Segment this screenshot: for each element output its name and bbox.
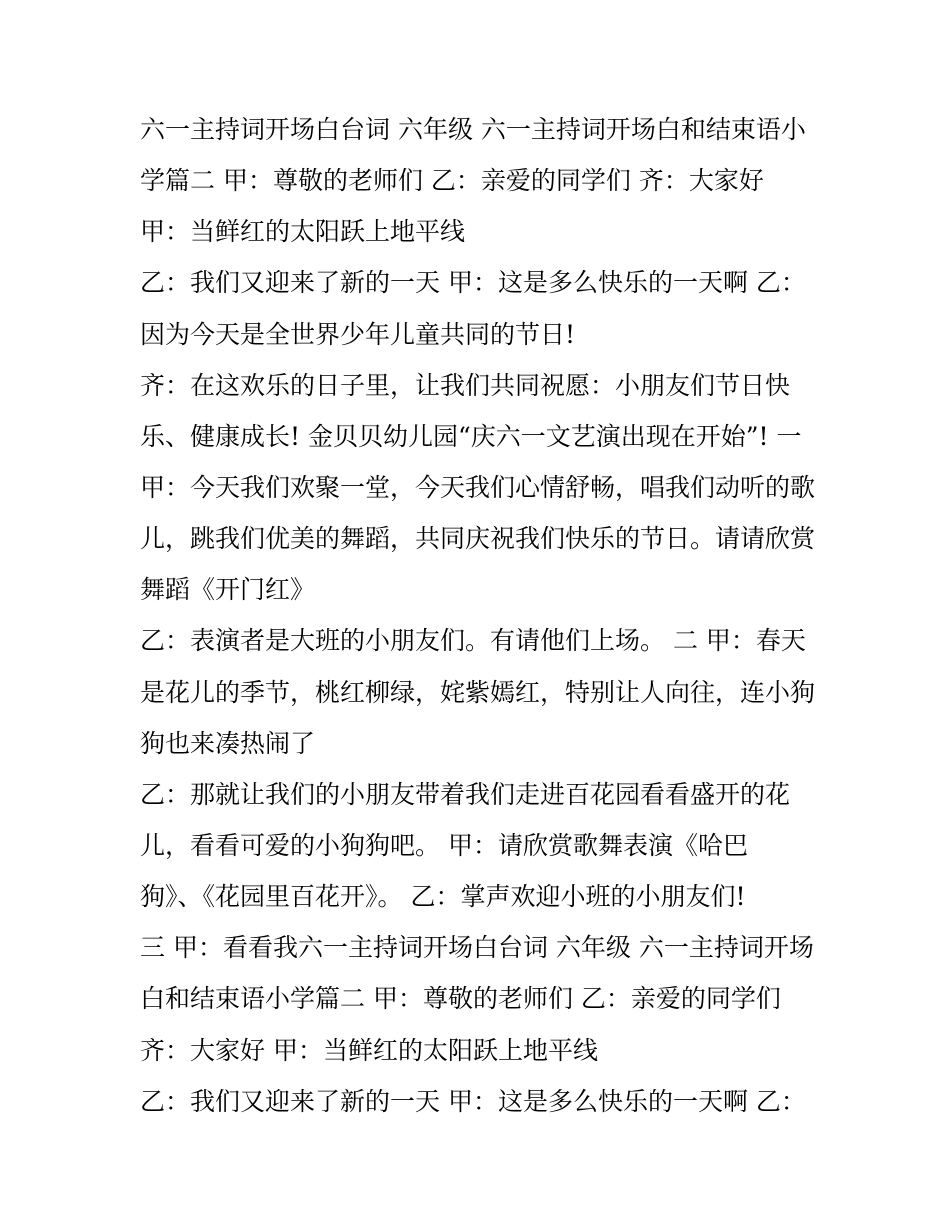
text-line: 舞蹈《开门红》 xyxy=(140,575,316,605)
text-line: 儿，看看可爱的小狗狗吧。 甲：请欣赏歌舞表演《哈巴 xyxy=(140,830,748,860)
text-line: 乙：那就让我们的小朋友带着我们走进百花园看看盛开的花 xyxy=(140,779,791,809)
text-line: 六一主持词开场白台词 六年级 六一主持词开场白和结束语小 xyxy=(140,115,806,144)
text-line: 学篇二 甲：尊敬的老师们 乙：亲爱的同学们 齐：大家好 xyxy=(140,166,764,196)
text-line: 乙：表演者是大班的小朋友们。有请他们上场。 二 甲：春天 xyxy=(140,626,806,656)
text-line: 三 甲：看看我六一主持词开场白台词 六年级 六一主持词开场 xyxy=(140,933,814,963)
text-line: 齐：在这欢乐的日子里，让我们共同祝愿：小朋友们节日快 xyxy=(140,370,791,400)
document-body xyxy=(140,104,830,1127)
text-line: 乙：我们又迎来了新的一天 甲：这是多么快乐的一天啊 乙： xyxy=(140,268,806,298)
text-line: 齐：大家好 甲：当鲜红的太阳跃上地平线 xyxy=(140,1035,598,1065)
text-line: 甲：今天我们欢聚一堂，今天我们心情舒畅，唱我们动听的歌 xyxy=(140,472,816,502)
text-line: 狗也来凑热闹了 xyxy=(140,728,316,758)
text-line: 乙：我们又迎来了新的一天 甲：这是多么快乐的一天啊 乙： xyxy=(140,1086,806,1116)
text-line: 是花儿的季节，桃红柳绿，姹紫嫣红，特别让人向往，连小狗 xyxy=(140,677,816,707)
text-line: 甲：当鲜红的太阳跃上地平线 xyxy=(140,217,466,247)
text-line: 狗》、《花园里百花开》。 乙：掌声欢迎小班的小朋友们! xyxy=(140,882,746,912)
text-line: 乐、健康成长! 金贝贝幼儿园“庆六一文艺演出现在开始”! 一 xyxy=(140,421,802,451)
text-line: 因为今天是全世界少年儿童共同的节日! xyxy=(140,319,576,349)
text-line: 儿，跳我们优美的舞蹈，共同庆祝我们快乐的节日。请请欣赏 xyxy=(140,524,816,554)
text-line: 白和结束语小学篇二 甲：尊敬的老师们 乙：亲爱的同学们 xyxy=(140,984,781,1014)
